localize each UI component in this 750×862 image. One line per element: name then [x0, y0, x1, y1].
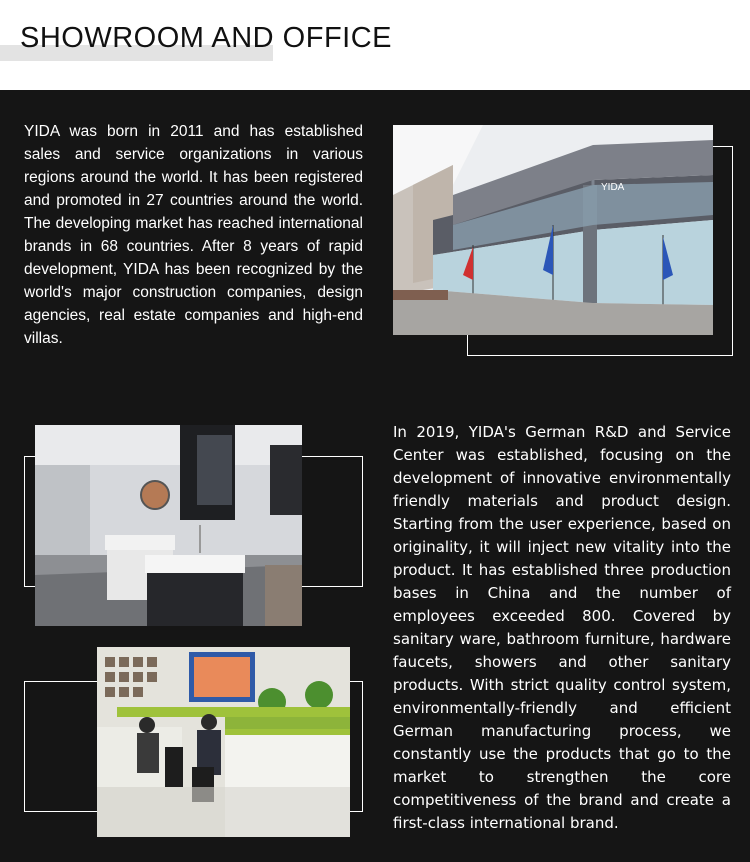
- intro-paragraph: YIDA was born in 2011 and has established sales and service organizations in various regions around the world. It has been registered and promoted in 27 countries around the world. The developing market has reached international brands in 68 countries. After 8 years of rapid development, YIDA has been recognized by the world's major construction companies, design agencies, real estate companies and high-end villas.: [24, 123, 363, 347]
- showroom-illustration: [393, 125, 713, 335]
- showroom-photo: [393, 125, 713, 335]
- page-title: SHOWROOM AND OFFICE: [20, 22, 392, 54]
- rnd-paragraph: In 2019, YIDA's German R&D and Service Center was established, focusing on the development of innovative environmentally friendly materials and product design. Starting from the user experience, based on originality, it will inject new vitality into the product. It has established three production bases in China and the number of employees exceeded 800. Covered by sanitary ware, bathroom furniture, hardware faucets, showers and other sanitary products. With strict quality control system, environmentally-friendly and efficient German manufacturing process, we constantly use the products that go to the market to strengthen the core competitiveness of the brand and create a first-class international brand.: [393, 423, 731, 832]
- bathroom-illustration: [35, 425, 302, 626]
- bathroom-photo: [35, 425, 302, 626]
- office-photo: [97, 647, 350, 837]
- office-illustration: [97, 647, 350, 837]
- storefront-sign: YIDA: [601, 182, 625, 193]
- page-header: [0, 0, 750, 90]
